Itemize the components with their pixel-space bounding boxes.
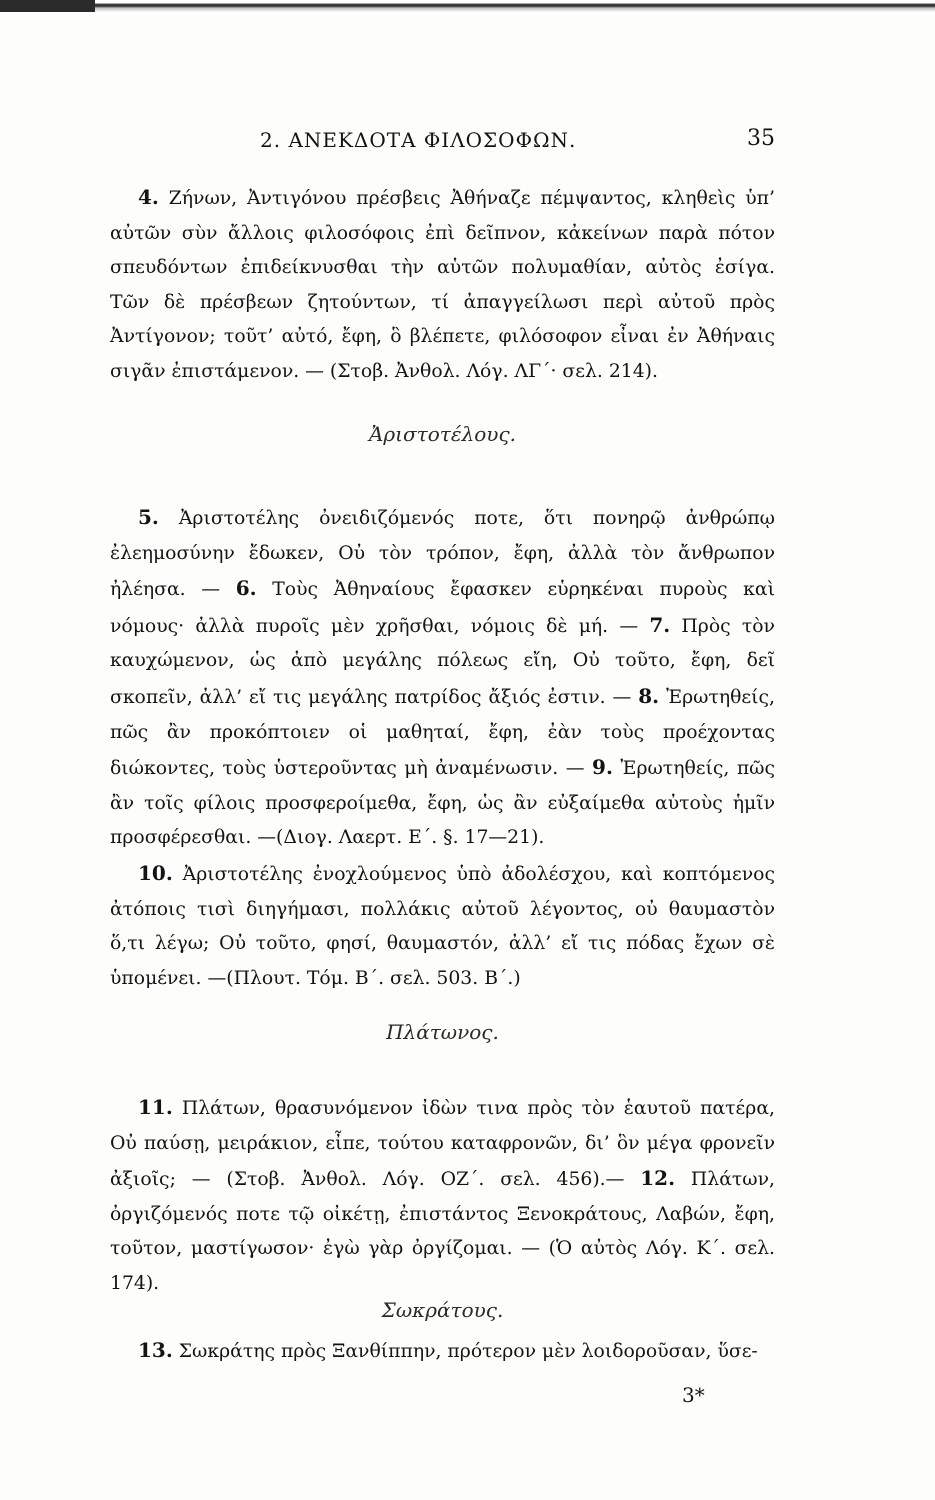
- anecdote-text: Ἀριστοτέλης ἐνοχλούμενος ὑπὸ ἀδολέσχου, καὶ κοπτόμενος ἀτόποις τισὶ διηγήμασι, πολλάκις αὐτοῦ λέγοντος, οὐ θαυμαστὸν ὅ,τι λέγω; Οὐ τοῦτο, φησί, θαυμαστόν, ἀλλ’ εἴ τις πόδας ἔχων σὲ ὑπομένει. —(Πλουτ. Τόμ. Β΄. σελ. 503. Β΄.): [110, 863, 775, 989]
- scan-top-edge-shadow: [0, 0, 95, 12]
- plato-anecdotes-block: [110, 1090, 775, 1302]
- section-heading-plato: Πλάτωνος.: [386, 1020, 499, 1044]
- anecdote-number: 12.: [640, 1166, 676, 1191]
- anecdote-number: 7.: [649, 612, 671, 637]
- anecdote-number: 5.: [138, 505, 159, 529]
- running-title: 2. ΑΝΕΚΔΟΤΑ ΦΙΛΟΣΟΦΩΝ.: [260, 128, 577, 152]
- socrates-anecdote-block: [110, 1333, 775, 1370]
- section-heading-aristotle: Ἀριστοτέλους.: [368, 422, 517, 446]
- anecdote-number: 4.: [138, 185, 159, 209]
- paragraph-5-9: [110, 500, 775, 856]
- paragraph-10: [110, 856, 775, 996]
- paragraph-11-12: [110, 1090, 775, 1302]
- page-number: 35: [747, 126, 775, 151]
- aristotle-anecdotes-block: [110, 500, 775, 996]
- anecdote-text: Ζήνων, Ἀντιγόνου πρέσβεις Ἀθήναζε πέμψαντος, κληθεὶς ὑπ’ αὐτῶν σὺν ἄλλοις φιλοσόφοις ἐπὶ δεῖπνον, κἀκείνων παρὰ πότον σπευδόντων ἐπιδείκνυσθαι τὴν αὑτῶν πολυμαθίαν, αὐτὸς ἐσίγα. Τῶν δὲ πρέσβεων ζητούντων, τί ἀπαγγείλωσι περὶ αὐτοῦ πρὸς Ἀντίγονον; τοῦτ’ αὐτό, ἔφη, ὃ βλέπετε, φιλόσοφον εἶναι ἐν Ἀθήναις σιγᾶν ἐπιστάμενον. — (Στοβ. Ἀνθολ. Λόγ. ΛΓ΄· σελ. 214).: [110, 188, 775, 382]
- anecdote-number: 10.: [138, 860, 173, 885]
- anecdote-text: Πλάτων, θρασυνόμενον ἰδὼν τινα πρὸς τὸν ἑαυτοῦ πατέρα, Οὐ παύσῃ, μειράκιον, εἶπε, τούτου καταφρονῶν, δι’ ὃν μέγα φρονεῖν ἀξιοῖς; — (Στοβ. Ἀνθολ. Λόγ. ΟΖ΄. σελ. 456).—: [110, 1098, 775, 1191]
- anecdote-text: Ἐρωτηθείς, πῶς ἂν προκόπτοιεν οἱ μαθηταί, ἔφη, ἐὰν τοὺς προέχοντας διώκοντες, τοὺς ὑστεροῦντας μὴ ἀναμένωσιν. —: [110, 686, 775, 780]
- anecdote-text: Τοὺς Ἀθηναίους ἔφασκεν εὑρηκέναι πυροὺς καὶ νόμους· ἀλλὰ πυροῖς μὲν χρῆσθαι, νόμοις δὲ μή. —: [110, 579, 775, 637]
- zeno-anecdote-block: [110, 180, 775, 390]
- anecdote-text: Πρὸς τὸν καυχώμενον, ὡς ἀπὸ μεγάλης πόλεως εἴη, Οὐ τοῦτο, ἔφη, δεῖ σκοπεῖν, ἀλλ’ εἴ τις μεγάλης πατρίδος ἄξιός ἐστιν. —: [110, 615, 775, 708]
- anecdote-number: 9.: [592, 755, 613, 780]
- anecdote-number: 6.: [235, 576, 257, 601]
- paragraph-13: [110, 1333, 775, 1370]
- paragraph-4: [110, 180, 775, 390]
- scan-top-edge: [0, 0, 935, 14]
- anecdote-text: Πλάτων, ὀργιζόμενός ποτε τῷ οἰκέτῃ, ἐπιστάντος Ξενοκράτους, Λαβών, ἔφη, τοῦτον, μαστίγωσον· ἐγὼ γὰρ ὀργίζομαι. — (Ὁ αὐτὸς Λόγ. Κ΄. σελ. 174).: [110, 1169, 775, 1294]
- anecdote-number: 11.: [138, 1095, 173, 1119]
- anecdote-number: 8.: [638, 683, 660, 708]
- section-heading-socrates: Σωκράτους.: [381, 1298, 504, 1322]
- anecdote-number: 13.: [138, 1338, 173, 1362]
- anecdote-text: Ἀριστοτέλης ὀνειδιζόμενός ποτε, ὅτι πονηρῷ ἀνθρώπῳ ἐλεημοσύνην ἔδωκεν, Οὐ τὸν τρόπον, ἔφη, ἀλλὰ τὸν ἄνθρωπον ἠλέησα. —: [110, 508, 775, 601]
- anecdote-text: Σωκράτης πρὸς Ξανθίππην, πρότερον μὲν λοιδοροῦσαν, ὕσε-: [178, 1341, 758, 1362]
- page-header: [110, 124, 775, 164]
- anecdote-text: Ἐρωτηθείς, πῶς ἂν τοῖς φίλοις προσφεροίμεθα, ἔφη, ὡς ἂν εὐξαίμεθα αὐτοὺς ἡμῖν προσφέρεσθαι. —(Διογ. Λαερτ. Ε΄. §. 17—21).: [110, 758, 775, 849]
- printer-signature-mark: 3*: [682, 1383, 705, 1407]
